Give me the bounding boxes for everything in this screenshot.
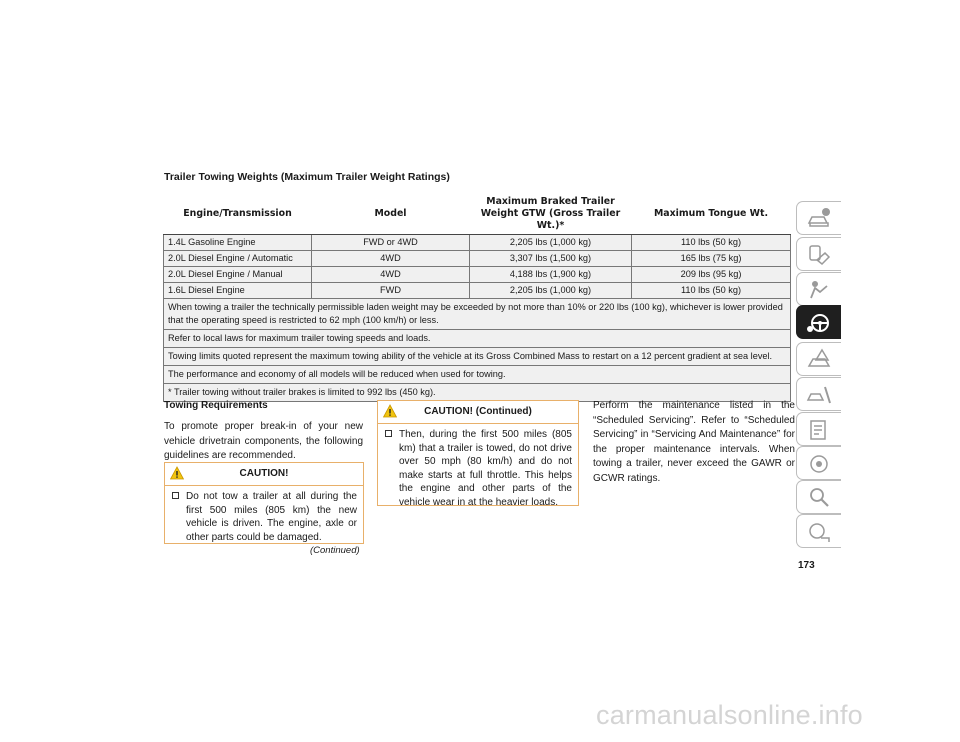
car-emergency-icon — [805, 346, 833, 374]
table-note-row — [164, 299, 791, 330]
header-engine: Engine/Transmission — [164, 194, 312, 235]
cell-gtw: 2,205 lbs (1,000 kg) — [470, 235, 632, 251]
table-row — [164, 267, 791, 283]
cell-engine: 1.6L Diesel Engine — [164, 283, 312, 299]
table-note: Refer to local laws for maximum trailer towing speeds and loads. — [164, 330, 791, 348]
warning-triangle-icon — [170, 466, 184, 480]
table-note: Towing limits quoted represent the maximum towing ability of the vehicle at its Gross Combined Mass to restart on a 12 percent gradient at sea level. — [164, 348, 791, 366]
header-tongue: Maximum Tongue Wt. — [632, 194, 791, 235]
car-info-icon — [805, 205, 833, 233]
specifications-icon — [805, 416, 833, 444]
cell-engine: 2.0L Diesel Engine / Manual — [164, 267, 312, 283]
caution-box — [164, 462, 364, 544]
cell-gtw: 4,188 lbs (1,900 kg) — [470, 267, 632, 283]
caution-title: CAUTION! — [239, 468, 289, 479]
tab-safety[interactable] — [796, 272, 841, 306]
steering-wheel-icon — [805, 309, 833, 337]
cell-engine: 2.0L Diesel Engine / Automatic — [164, 251, 312, 267]
magnifier-icon — [805, 484, 833, 512]
cell-tongue: 110 lbs (50 kg) — [632, 283, 791, 299]
cell-tongue: 209 lbs (95 kg) — [632, 267, 791, 283]
cell-model: 4WD — [312, 267, 470, 283]
cell-gtw: 2,205 lbs (1,000 kg) — [470, 283, 632, 299]
caution-item-text: Do not tow a trailer at all during the first 500 miles (805 km) the new vehicle is driven. The engine, axle or other parts could be damaged. — [186, 491, 357, 543]
cell-tongue: 110 lbs (50 kg) — [632, 235, 791, 251]
caution-item — [378, 424, 578, 513]
cell-model: FWD or 4WD — [312, 235, 470, 251]
car-service-icon — [805, 381, 833, 409]
cell-gtw: 3,307 lbs (1,500 kg) — [470, 251, 632, 267]
caution-continued-box — [377, 400, 579, 506]
tab-service[interactable] — [796, 377, 841, 411]
table-note: When towing a trailer the technically permissible laden weight may be exceeded by not more than 10% or 220 lbs (100 kg), whichever is lower provided that the operating speed is restricted to 62 mph (100 km/h) or less. — [164, 299, 791, 330]
table-row — [164, 251, 791, 267]
tab-multimedia[interactable] — [796, 446, 841, 480]
towing-requirements-intro: To promote proper break-in of your new vehicle drivetrain components, the following guidelines are recommended. — [164, 421, 363, 461]
table-row — [164, 235, 791, 251]
tab-emergency[interactable] — [796, 342, 841, 376]
warning-triangle-icon — [383, 404, 397, 418]
tab-car-info[interactable] — [796, 201, 841, 235]
table-note: The performance and economy of all models will be reduced when used for towing. — [164, 366, 791, 384]
language-icon — [805, 518, 833, 546]
square-bullet-icon — [172, 492, 179, 499]
towing-requirements-heading: Towing Requirements — [164, 400, 268, 411]
table-note-row — [164, 366, 791, 384]
table-header-row — [164, 194, 791, 235]
multimedia-icon — [805, 450, 833, 478]
caution-header — [165, 463, 363, 486]
caution-title: CAUTION! (Continued) — [424, 406, 532, 417]
tab-specifications[interactable] — [796, 412, 841, 446]
cell-tongue: 165 lbs (75 kg) — [632, 251, 791, 267]
table-row — [164, 283, 791, 299]
caution-item-text: Then, during the first 500 miles (805 km) that a trailer is towed, do not drive over 50 mph (80 km/h) and do not make starts at full throttle. This helps the engine and other parts of the vehicle wear in at the heavier loads. — [399, 429, 572, 508]
cell-model: 4WD — [312, 251, 470, 267]
header-model: Model — [312, 194, 470, 235]
cell-model: FWD — [312, 283, 470, 299]
cell-engine: 1.4L Gasoline Engine — [164, 235, 312, 251]
tab-index[interactable] — [796, 480, 841, 514]
caution-item — [165, 486, 363, 548]
table-note-row — [164, 330, 791, 348]
maintenance-paragraph: Perform the maintenance listed in the “Scheduled Servicing”. Refer to “Scheduled Servicing” in “Servicing And Maintenance” for the proper maintenance intervals. When towing a trailer, never exceed the GAWR or GCWR ratings. — [593, 400, 795, 484]
tab-languages[interactable] — [796, 514, 841, 548]
continued-label: (Continued) — [310, 545, 360, 556]
watermark: carmanualsonline.info — [596, 700, 863, 730]
header-gtw: Maximum Braked Trailer Weight GTW (Gross Trailer Wt.)* — [470, 194, 632, 235]
table-note-row — [164, 348, 791, 366]
trailer-weights-table — [163, 194, 791, 402]
tab-driving[interactable] — [796, 305, 841, 339]
caution-header — [378, 401, 578, 424]
table-footnote: * Trailer towing without trailer brakes is limited to 992 lbs (450 kg). — [164, 384, 791, 402]
tab-keys[interactable] — [796, 237, 841, 271]
car-key-icon — [805, 241, 833, 269]
section-title: Trailer Towing Weights (Maximum Trailer Weight Ratings) — [164, 171, 450, 183]
square-bullet-icon — [385, 430, 392, 437]
page-number: 173 — [798, 560, 815, 571]
driver-safety-icon — [805, 276, 833, 304]
